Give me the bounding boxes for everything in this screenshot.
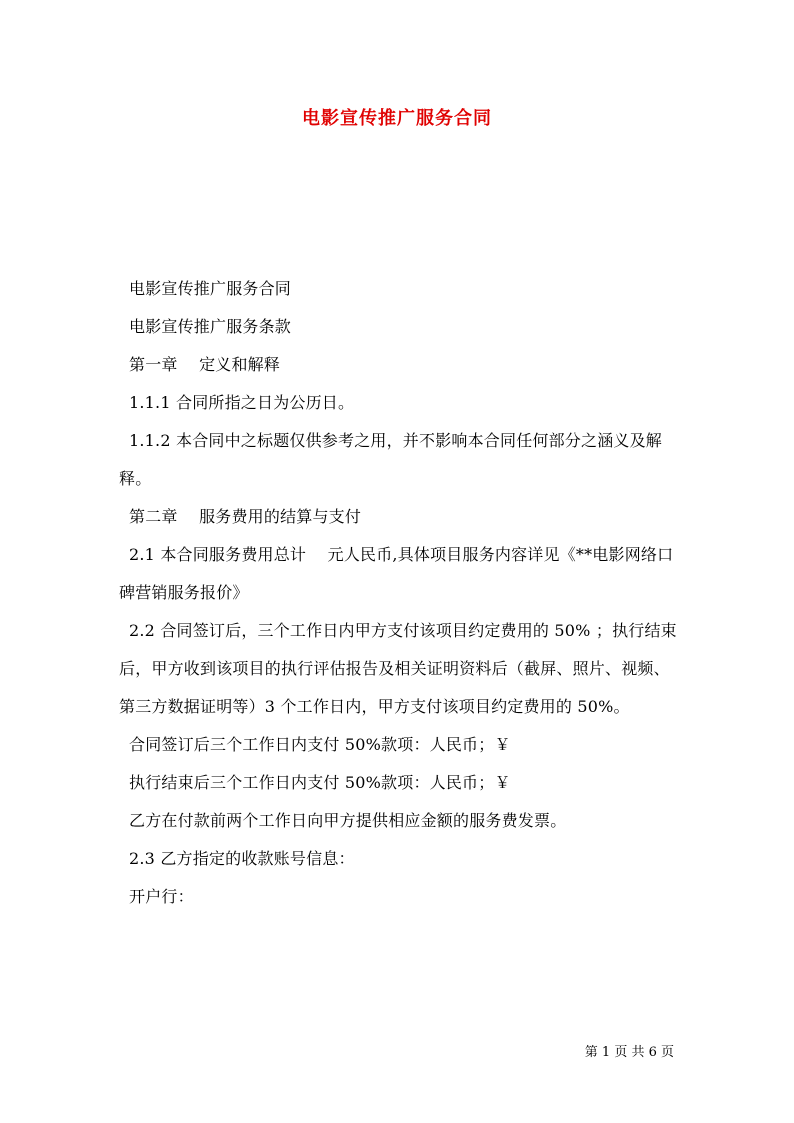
paragraph: 2.2 合同签订后，三个工作日内甲方支付该项目约定费用的 50% ；执行结束后，甲方收到该项目的执行评估报告及相关证明资料后（截屏、照片、视频、第三方数据证明等）3 个工作日内，甲方支付该项目约定费用的 50%。 (119, 621, 677, 716)
paragraph: 1.1.2 本合同中之标题仅供参考之用，并不影响本合同任何部分之涵义及解释。 (119, 431, 662, 488)
paragraph: 电影宣传推广服务条款 (129, 317, 292, 336)
paragraph: 电影宣传推广服务合同 (129, 279, 292, 298)
paragraph: 开户行： (129, 887, 194, 906)
paragraph: 合同签订后三个工作日内支付 50%款项：人民币；￥ (129, 735, 511, 754)
chapter-heading: 第二章 服务费用的结算与支付 (129, 507, 362, 526)
paragraph: 1.1.1 合同所指之日为公历日。 (129, 393, 355, 412)
paragraph: 2.1 本合同服务费用总计 元人民币,具体项目服务内容详见《**电影网络口碑营销服务报价》 (119, 545, 674, 602)
paragraph: 乙方在付款前两个工作日向甲方提供相应金额的服务费发票。 (129, 811, 567, 830)
chapter-heading: 第一章 定义和解释 (129, 355, 281, 374)
document-title: 电影宣传推广服务合同 (302, 108, 492, 129)
paragraph: 2.3 乙方指定的收款账号信息： (129, 849, 355, 868)
page-number: 第 1 页 共 6 页 (584, 1045, 674, 1060)
document-body (119, 270, 677, 916)
paragraph: 执行结束后三个工作日内支付 50%款项：人民币；￥ (129, 773, 511, 792)
